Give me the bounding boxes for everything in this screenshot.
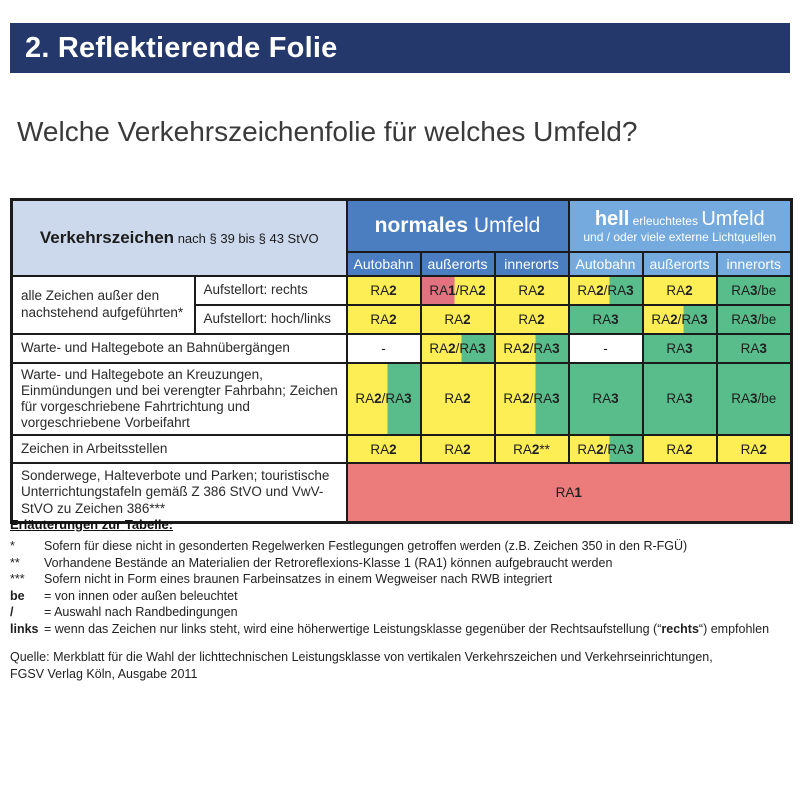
- legend-marker: /: [10, 605, 14, 619]
- ra-cell: RA2**: [495, 435, 569, 463]
- table-body: [12, 276, 792, 523]
- legend-item: [10, 557, 790, 570]
- ra-cell: RA2: [347, 276, 421, 305]
- legend-marker: ***: [10, 572, 25, 586]
- ra-cell: RA2/RA3: [421, 334, 495, 363]
- ra-cell: RA2: [643, 435, 717, 463]
- ra-cell: RA3: [569, 363, 643, 436]
- source-line-1: Quelle: Merkblatt für die Wahl der lichttechnischen Leistungsklasse von vertikalen Verkehrszeichen und Verkehrseinrichtungen,: [10, 650, 713, 664]
- legend: [10, 517, 790, 639]
- legend-heading: Erläuterungen zur Tabelle:: [10, 517, 174, 532]
- legend-marker: links: [10, 621, 39, 636]
- legend-text: = von innen oder außen beleuchtet: [44, 588, 238, 603]
- ra-cell: RA3/be: [717, 363, 792, 436]
- legend-item: [10, 540, 790, 553]
- group-header-hell-umfeld: [569, 200, 792, 252]
- group-normal-rest: Umfeld: [468, 214, 541, 238]
- page-subtitle: Welche Verkehrszeichenfolie für welches Umfeld?: [17, 116, 638, 147]
- ra-cell: RA3: [643, 334, 717, 363]
- ra-cell: RA3/be: [717, 305, 792, 334]
- column-header-hell-2: innerorts: [717, 252, 792, 276]
- column-header-normal-2: innerorts: [495, 252, 569, 276]
- legend-item: [10, 623, 790, 636]
- page-title: 2. Reflektierende Folie: [25, 31, 338, 64]
- source-line-2: FGSV Verlag Köln, Ausgabe 2011: [10, 667, 198, 681]
- row-label: Warte- und Haltegebote an Kreuzungen, Einmündungen und bei verengter Fahrbahn; Zeichen für vorgeschriebene Fahrtrichtung und vorgeschriebene Vorbeifahrt: [12, 363, 347, 436]
- column-header-hell-1: außerorts: [643, 252, 717, 276]
- row-label: Sonderwege, Halteverbote und Parken; touristische Unterrichtungstafeln gemäß Z 386 StVO und VwV-StVO zu Zeichen 386***: [12, 463, 347, 522]
- ra-cell: RA2/RA3: [495, 334, 569, 363]
- ra-cell: RA1/RA2: [421, 276, 495, 305]
- ra-cell: RA3/be: [717, 276, 792, 305]
- row-label: Warte- und Haltegebote an Bahnübergängen: [12, 334, 347, 363]
- ra-cell: RA3: [717, 334, 792, 363]
- legend-item: [10, 573, 790, 586]
- group-hell-small: erleuchtetes: [629, 213, 702, 228]
- legend-text: Vorhandene Bestände an Materialien der Retroreflexions-Klasse 1 (RA1) können aufgebraucht werden: [44, 555, 613, 570]
- ra-cell: RA2: [347, 305, 421, 334]
- row-label: alle Zeichen außer den nachstehend aufgeführten*: [12, 276, 195, 334]
- group-hell-rest: Umfeld: [701, 207, 765, 230]
- ra-cell: RA2: [421, 305, 495, 334]
- legend-item: [10, 590, 790, 603]
- row-sublabel: Aufstellort: rechts: [195, 276, 347, 305]
- ra-cell: RA1: [347, 463, 792, 522]
- ra-cell: RA2/RA3: [643, 305, 717, 334]
- legend-marker: be: [10, 588, 25, 603]
- group-normal-bold: normales: [374, 214, 468, 238]
- legend-text: Sofern für diese nicht in gesonderten Regelwerken Festlegungen getroffen werden (z.B. Zeichen 350 in den R-FGÜ): [44, 539, 688, 553]
- legend-item: [10, 606, 790, 619]
- ra-cell: RA2/RA3: [347, 363, 421, 436]
- header-bar: [10, 23, 790, 73]
- row-label: Zeichen in Arbeitsstellen: [12, 435, 347, 463]
- ra-cell: -: [569, 334, 643, 363]
- ra-cell: RA2: [421, 435, 495, 463]
- corner-header-verkehrszeichen: [12, 200, 347, 276]
- column-header-normal-1: außerorts: [421, 252, 495, 276]
- main-table: [10, 198, 793, 524]
- ra-cell: RA2: [717, 435, 792, 463]
- legend-text: = Auswahl nach Randbedingungen: [44, 605, 238, 619]
- column-header-hell-0: Autobahn: [569, 252, 643, 276]
- source-note: [10, 649, 713, 683]
- ra-cell: RA2: [643, 276, 717, 305]
- legend-text: Sofern nicht in Form eines braunen Farbeinsatzes in einem Wegweiser nach RWB integriert: [44, 572, 553, 586]
- row-sublabel: Aufstellort: hoch/links: [195, 305, 347, 334]
- ra-cell: RA2/RA3: [495, 363, 569, 436]
- ra-cell: RA2/RA3: [569, 276, 643, 305]
- ra-cell: RA3: [569, 305, 643, 334]
- ra-cell: -: [347, 334, 421, 363]
- legend-marker: *: [10, 539, 15, 553]
- group-hell-line2: und / oder viele externe Lichtquellen: [583, 229, 777, 244]
- ra-cell: RA2: [495, 305, 569, 334]
- legend-items: [10, 540, 790, 636]
- corner-title: Verkehrszeichen: [39, 227, 175, 247]
- ra-cell: RA2: [347, 435, 421, 463]
- group-hell-bold: hell: [594, 207, 630, 230]
- ra-cell: RA2: [495, 276, 569, 305]
- legend-text: = wenn das Zeichen nur links steht, wird eine höherwertige Leistungsklasse gegenüber der Rechtsaufstellung (“rechts“) empfohlen: [44, 621, 770, 636]
- ra-cell: RA2: [421, 363, 495, 436]
- column-header-normal-0: Autobahn: [347, 252, 421, 276]
- group-header-normales-umfeld: [347, 200, 569, 252]
- ra-cell: RA2/RA3: [569, 435, 643, 463]
- foil-environment-table: [10, 198, 790, 524]
- ra-cell: RA3: [643, 363, 717, 436]
- corner-suffix: nach § 39 bis § 43 StVO: [174, 230, 319, 246]
- legend-marker: **: [10, 555, 20, 570]
